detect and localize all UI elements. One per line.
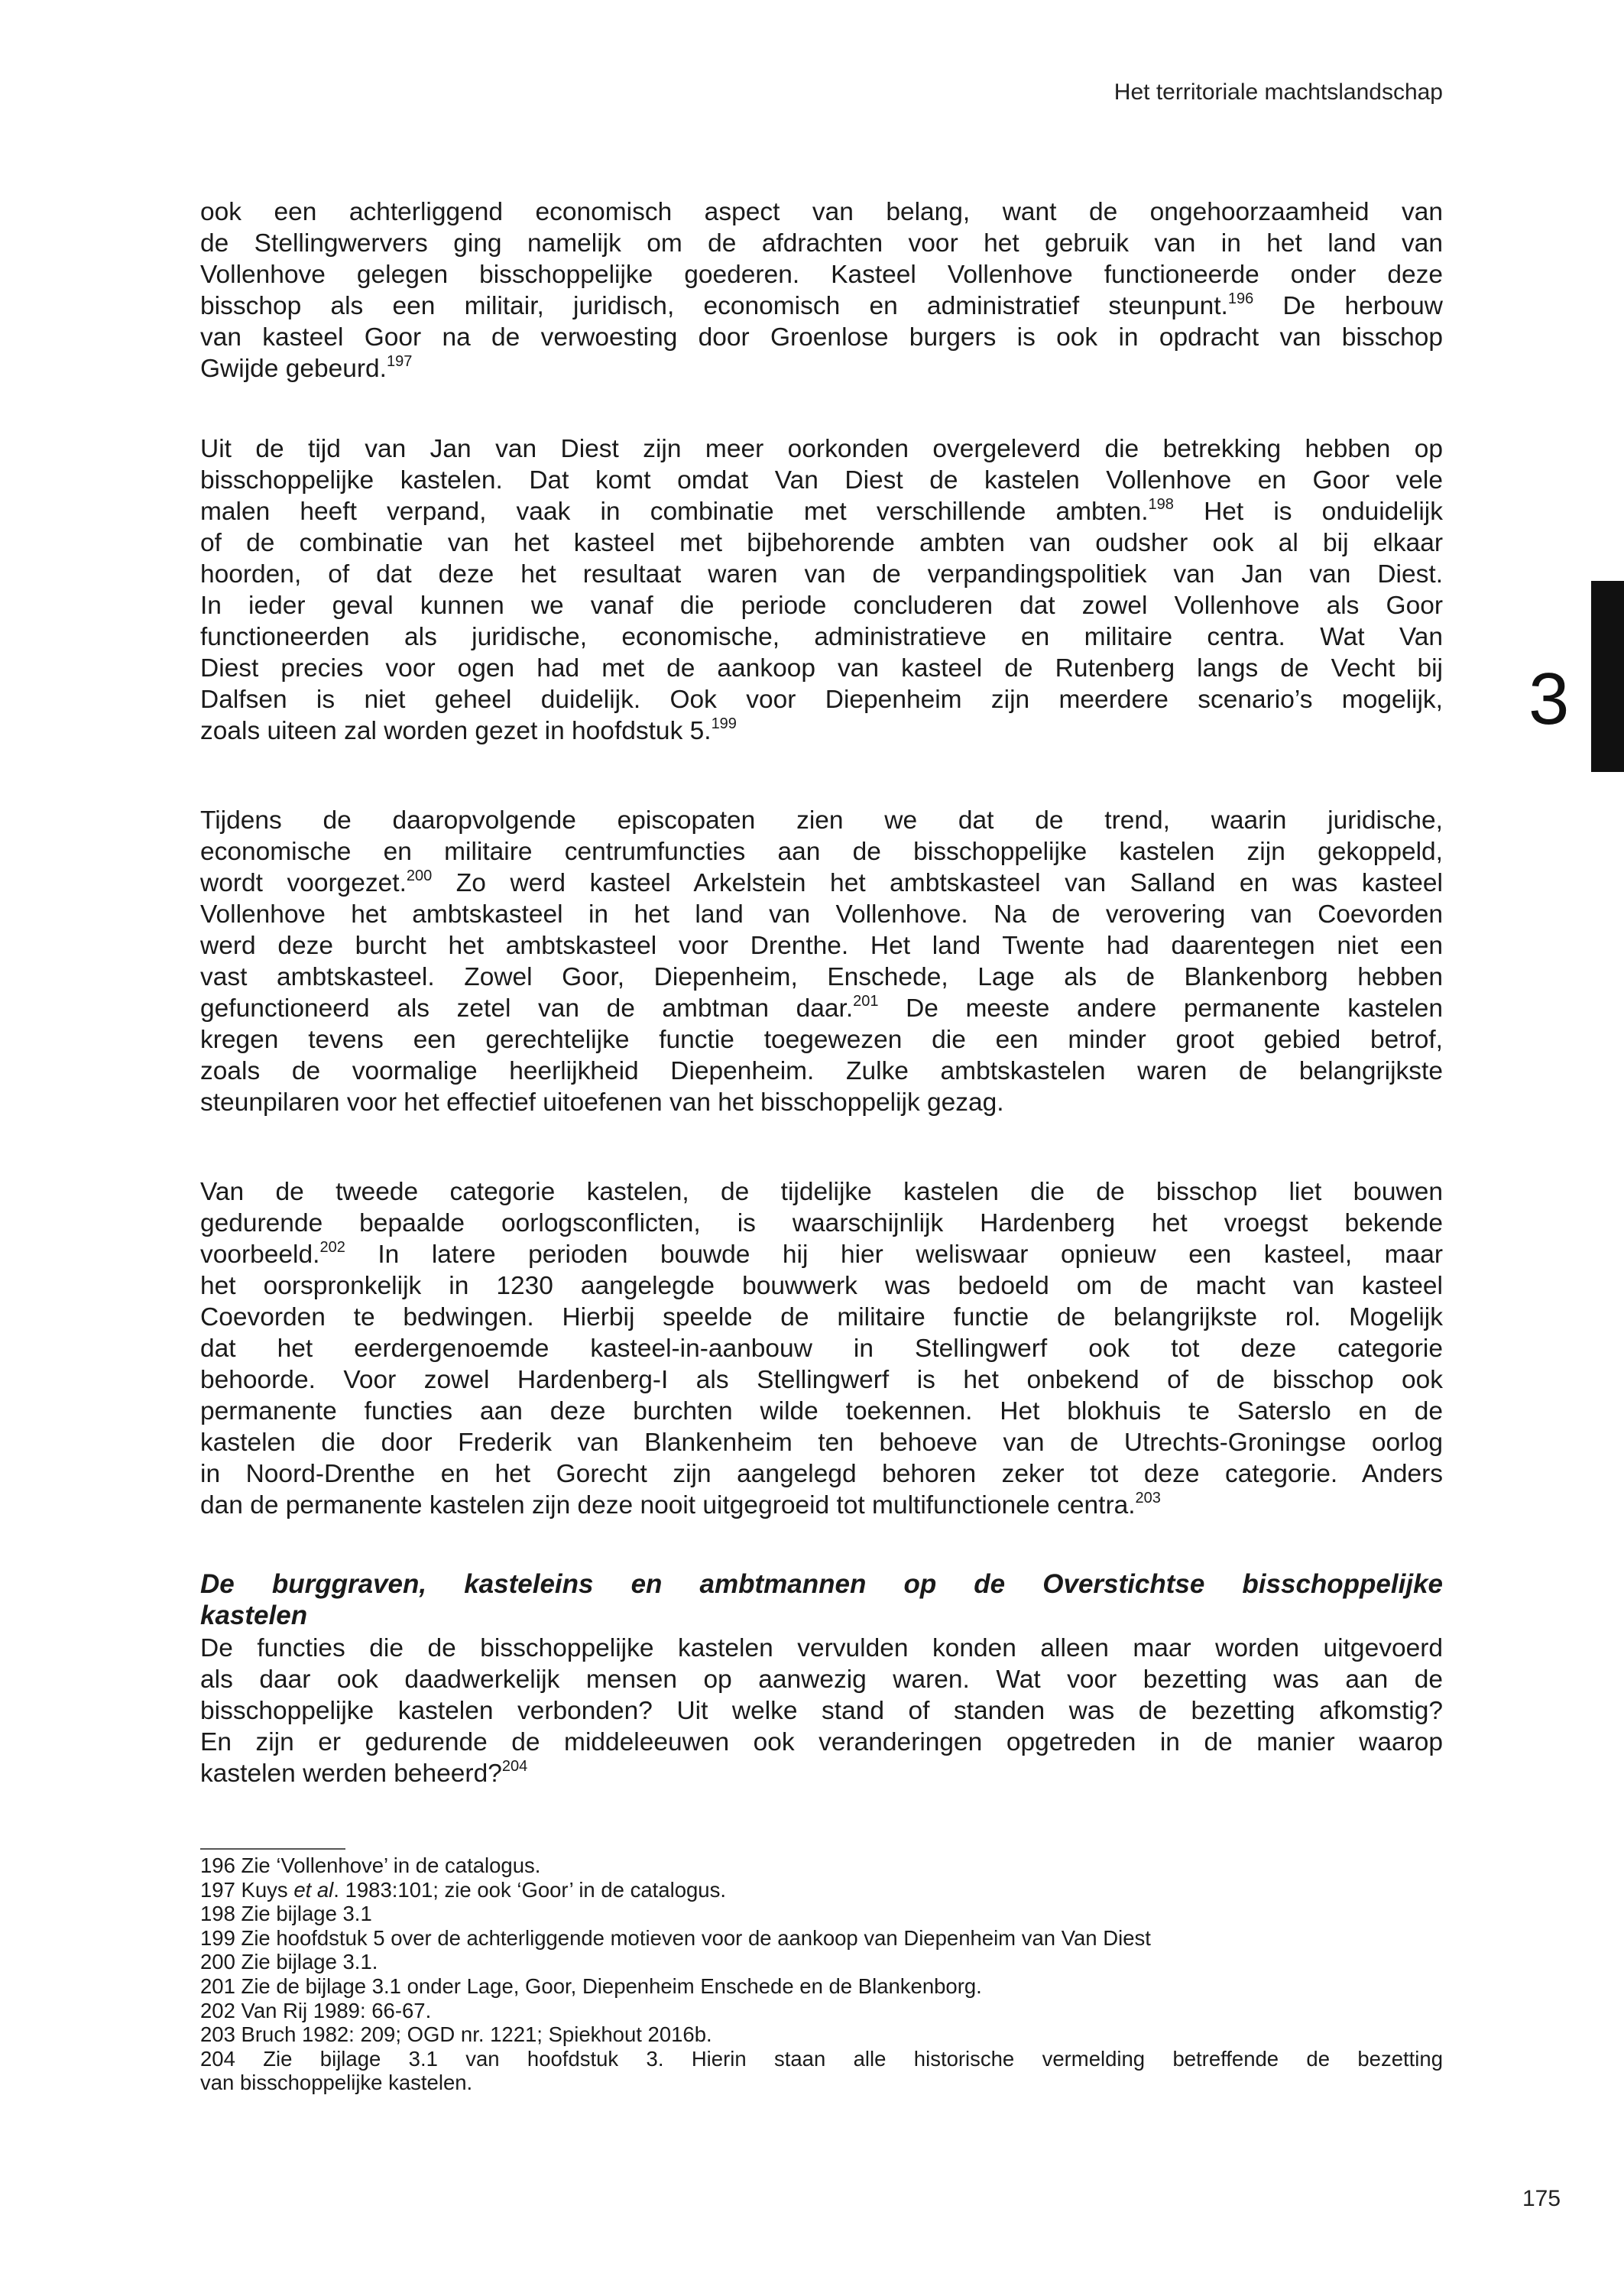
chapter-thumb-tab: [1591, 581, 1624, 772]
italic-run: et al: [293, 1877, 334, 1902]
text-line: [200, 993, 1443, 1024]
footnote-separator: [200, 1848, 345, 1850]
text-line: [200, 322, 1443, 353]
text-run: 198 Zie bijlage 3.1: [200, 1902, 372, 1926]
footnote-reference: 198: [1148, 496, 1174, 513]
footnote-line: [200, 1974, 1443, 1999]
page-number: 175: [1522, 2186, 1561, 2211]
text-run: En zijn er gedurende de middeleeuwen ook veranderingen opgetreden in de manier waarop: [200, 1728, 1443, 1756]
text-run: bisschop als een militair, juridisch, economisch en administratief steunpunt.: [200, 292, 1228, 320]
text-run: Tijdens de daaropvolgende episcopaten zien we dat de trend, waarin juridische,: [200, 806, 1443, 835]
text-run: Gwijde gebeurd.: [200, 355, 387, 383]
text-run: kregen tevens een gerechtelijke functie toegewezen die een minder groot gebied betrof,: [200, 1026, 1443, 1054]
text-line: [200, 290, 1443, 322]
text-run: . 1983:101; zie ook ‘Goor’ in de catalogus.: [333, 1877, 726, 1902]
text-run: Coevorden te bedwingen. Hierbij speelde de militaire functie de belangrijkste rol. Mogelijk: [200, 1303, 1443, 1331]
text-run: het oorspronkelijk in 1230 aangelegde bouwwerk was bedoeld om de macht van kasteel: [200, 1272, 1443, 1300]
text-run: De burggraven, kasteleins en ambtmannen op de Overstichtse bisschoppelijke: [200, 1569, 1443, 1599]
text-run: De meeste andere permanente kastelen: [878, 994, 1443, 1023]
footnote-line: [200, 2022, 1443, 2047]
text-line: [200, 353, 1443, 384]
footnote-line: [200, 1902, 1443, 1926]
text-run: In ieder geval kunnen we vanaf die periode concluderen dat zowel Vollenhove als Goor: [200, 592, 1443, 620]
text-line: [200, 1695, 1443, 1727]
text-run: werd deze burcht het ambtskasteel voor Drenthe. Het land Twente had daarentegen niet een: [200, 932, 1443, 960]
text-line: [200, 1758, 1443, 1789]
text-line: [200, 1727, 1443, 1758]
text-run: Dalfsen is niet geheel duidelijk. Ook voor Diepenheim zijn meerdere scenario’s mogelijk,: [200, 686, 1443, 714]
paragraph-4: [200, 1176, 1443, 1521]
footnote-reference: 202: [319, 1239, 345, 1256]
section-body-paragraph: [200, 1633, 1443, 1789]
text-run: economische en militaire centrumfuncties aan de bisschoppelijke kastelen zijn gekoppeld,: [200, 838, 1443, 866]
footnote-line: [200, 1950, 1443, 1974]
text-line: [200, 590, 1443, 621]
text-line: [200, 1208, 1443, 1239]
text-line: [200, 1458, 1443, 1490]
text-run: dan de permanente kastelen zijn deze nooit uitgegroeid tot multifunctionele centra.: [200, 1491, 1136, 1519]
footnote-reference: 196: [1227, 290, 1254, 307]
text-run: 200 Zie bijlage 3.1.: [200, 1950, 378, 1974]
text-run: bisschoppelijke kastelen verbonden? Uit welke stand of standen was de bezetting afkomstig?: [200, 1697, 1443, 1725]
text-line: [200, 805, 1443, 836]
text-run: functioneerden als juridische, economische, administratieve en militaire centra. Wat Van: [200, 623, 1443, 651]
text-line: [200, 1364, 1443, 1396]
text-run: ook een achterliggend economisch aspect van belang, want de ongehoorzaamheid van: [200, 198, 1443, 226]
footnote-line: [200, 2047, 1443, 2071]
text-line: [200, 1024, 1443, 1056]
paragraph-2: [200, 433, 1443, 747]
text-run: vast ambtskasteel. Zowel Goor, Diepenheim, Enschede, Lage als de Blankenborg hebben: [200, 963, 1443, 991]
text-line: [200, 259, 1443, 290]
text-line: [200, 930, 1443, 962]
footnote-line: [200, 1878, 1443, 1902]
text-line: [200, 684, 1443, 715]
text-line: [200, 1664, 1443, 1695]
text-run: de Stellingwervers ging namelijk om de afdrachten voor het gebruik van in het land van: [200, 229, 1443, 258]
text-run: in Noord-Drenthe en het Gorecht zijn aangelegd behoren zeker tot deze categorie. Anders: [200, 1460, 1443, 1488]
text-run: zoals de voormalige heerlijkheid Diepenheim. Zulke ambtskastelen waren de belangrijkste: [200, 1057, 1443, 1085]
text-line: [200, 715, 1443, 747]
text-run: De functies die de bisschoppelijke kastelen vervulden konden alleen maar worden uitgevoerd: [200, 1634, 1443, 1662]
text-line: [200, 1633, 1443, 1664]
text-run: dat het eerdergenoemde kasteel-in-aanbouw in Stellingwerf ook tot deze categorie: [200, 1335, 1443, 1363]
footnote-line: [200, 1999, 1443, 2023]
footnote-line: [200, 2071, 1443, 2095]
footnote-reference: 199: [711, 715, 737, 732]
text-run: permanente functies aan deze burchten wilde toekennen. Het blokhuis te Saterslo en de: [200, 1397, 1443, 1425]
text-line: [200, 1396, 1443, 1427]
text-line: [200, 1333, 1443, 1364]
footnote-reference: 200: [406, 868, 433, 884]
text-run: Het is onduidelijk: [1173, 498, 1443, 526]
text-line: [200, 1427, 1443, 1458]
text-line: [200, 1056, 1443, 1087]
text-run: malen heeft verpand, vaak in combinatie met verschillende ambten.: [200, 498, 1149, 526]
text-line: [200, 899, 1443, 930]
text-run: In latere perioden bouwde hij hier weliswaar opnieuw een kasteel, maar: [345, 1241, 1443, 1269]
text-run: Diest precies voor ogen had met de aankoop van kasteel de Rutenberg langs de Vecht bij: [200, 654, 1443, 683]
text-run: 199 Zie hoofdstuk 5 over de achterliggende motieven voor de aankoop van Diepenheim van Van Diest: [200, 1925, 1151, 1950]
footnote-reference: 197: [386, 353, 413, 370]
text-line: [200, 653, 1443, 684]
text-line: [200, 621, 1443, 653]
text-run: behoorde. Voor zowel Hardenberg-I als Stellingwerf is het onbekend of de bisschop ook: [200, 1366, 1443, 1394]
text-line: [200, 1239, 1443, 1270]
running-header-title: Het territoriale machtslandschap: [1113, 79, 1443, 105]
footnote-line: [200, 1854, 1443, 1878]
text-run: wordt voorgezet.: [200, 869, 407, 897]
text-run: van bisschoppelijke kastelen.: [200, 2071, 473, 2095]
text-line: [200, 527, 1443, 559]
text-run: steunpilaren voor het effectief uitoefenen van het bisschoppelijk gezag.: [200, 1088, 1004, 1117]
text-line: [200, 1600, 1443, 1631]
text-run: kastelen die door Frederik van Blankenheim ten behoeve van de Utrechts-Groningse oorlog: [200, 1429, 1443, 1457]
text-run: hoorden, of dat deze het resultaat waren van de verpandingspolitiek van Jan van Diest.: [200, 560, 1443, 589]
text-run: 204 Zie bijlage 3.1 van hoofdstuk 3. Hierin staan alle historische vermelding betreffende de bezetting: [200, 2046, 1443, 2071]
text-line: [200, 196, 1443, 228]
text-run: voorbeeld.: [200, 1241, 320, 1269]
text-line: [200, 559, 1443, 590]
text-run: als daar ook daadwerkelijk mensen op aanwezig waren. Wat voor bezetting was aan de: [200, 1665, 1443, 1694]
footnote-reference: 203: [1135, 1490, 1161, 1507]
text-line: [200, 1270, 1443, 1302]
footnote-line: [200, 1926, 1443, 1951]
text-run: Uit de tijd van Jan van Diest zijn meer oorkonden overgeleverd die betrekking hebben op: [200, 435, 1443, 463]
text-run: Vollenhove gelegen bisschoppelijke goederen. Kasteel Vollenhove functioneerde onder deze: [200, 261, 1443, 289]
chapter-number: 3: [1528, 658, 1570, 740]
text-run: 203 Bruch 1982: 209; OGD nr. 1221; Spiekhout 2016b.: [200, 2022, 712, 2047]
text-line: [200, 433, 1443, 465]
text-line: [200, 962, 1443, 993]
text-line: [200, 465, 1443, 496]
text-run: 197 Kuys: [200, 1877, 294, 1902]
text-run: kastelen: [200, 1601, 308, 1630]
text-run: zoals uiteen zal worden gezet in hoofdstuk 5.: [200, 717, 712, 745]
text-run: van kasteel Goor na de verwoesting door Groenlose burgers is ook in opdracht van bisschop: [200, 323, 1443, 352]
text-run: Zo werd kasteel Arkelstein het ambtskasteel van Salland en was kasteel: [432, 869, 1443, 897]
text-run: Van de tweede categorie kastelen, de tijdelijke kastelen die de bisschop liet bouwen: [200, 1178, 1443, 1206]
text-run: gefunctioneerd als zetel van de ambtman daar.: [200, 994, 854, 1023]
paragraph-1: [200, 196, 1443, 384]
text-line: [200, 1490, 1443, 1521]
footnote-reference: 201: [853, 993, 879, 1010]
text-run: gedurende bepaalde oorlogsconflicten, is waarschijnlijk Hardenberg het vroegst bekende: [200, 1209, 1443, 1237]
text-run: De herbouw: [1253, 292, 1443, 320]
text-line: [200, 836, 1443, 868]
text-run: of de combinatie van het kasteel met bijbehorende ambten van oudsher ook al bij elkaar: [200, 529, 1443, 557]
text-line: [200, 228, 1443, 259]
text-run: 201 Zie de bijlage 3.1 onder Lage, Goor, Diepenheim Enschede en de Blankenborg.: [200, 1974, 982, 1998]
text-line: [200, 1568, 1443, 1600]
text-line: [200, 868, 1443, 899]
text-run: bisschoppelijke kastelen. Dat komt omdat Van Diest de kastelen Vollenhove en Goor vele: [200, 466, 1443, 495]
text-line: [200, 1176, 1443, 1208]
text-line: [200, 1087, 1443, 1118]
text-line: [200, 1302, 1443, 1333]
text-run: Vollenhove het ambtskasteel in het land van Vollenhove. Na de verovering van Coevorden: [200, 900, 1443, 929]
text-run: 196 Zie ‘Vollenhove’ in de catalogus.: [200, 1854, 541, 1877]
text-line: [200, 496, 1443, 527]
footnote-reference: 204: [501, 1758, 528, 1775]
section-heading: [200, 1568, 1443, 1631]
footnotes: [200, 1854, 1443, 2095]
text-run: kastelen werden beheerd?: [200, 1759, 502, 1788]
text-run: 202 Van Rij 1989: 66-67.: [200, 1998, 432, 2022]
paragraph-3: [200, 805, 1443, 1118]
